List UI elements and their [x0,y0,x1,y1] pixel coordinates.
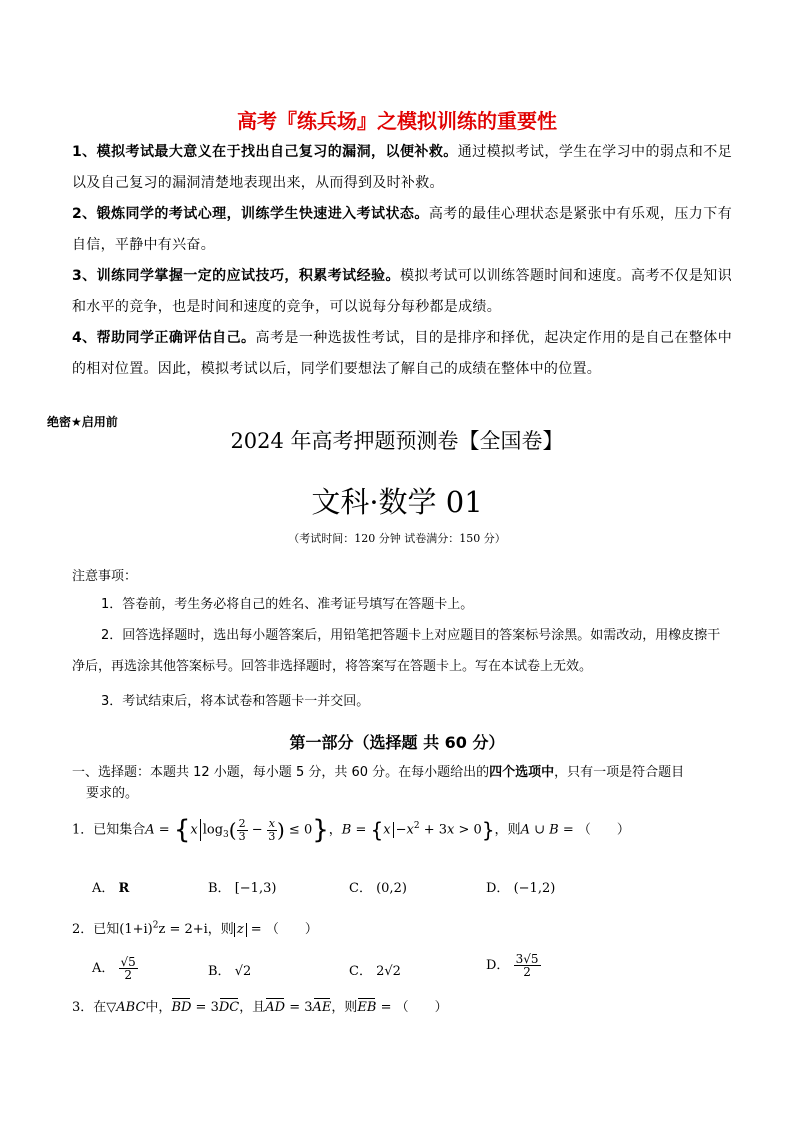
paragraph-text: 通过模拟考试，学生在学习中的弱点和不足以及自己复习的漏洞清楚地表现出来，从而得到及时补救。 [72,144,732,191]
exam-title: 2024 年高考押题预测卷【全国卷】 [230,429,564,453]
question-text: ，则 [331,1000,358,1015]
time-info: （考试时间：120 分钟 试卷满分：150 分） [288,532,506,545]
option-letter: C． [349,881,372,896]
question-3: 3．在▽ABC中，BD = 3DC，且AD = 3AE，则EB = （ ） [72,1000,448,1015]
section-intro [72,762,732,804]
answer-blank: （ ） [265,922,318,937]
option-value: R [118,881,130,896]
question-prefix: 2．已知 [72,922,120,937]
option-letter: A． [92,881,115,896]
option-value: [−1,3) [234,881,277,896]
question-expr: (1+i) [119,922,153,937]
section-intro-bold: 四个选项中 [489,765,555,780]
option-value: (0,2) [376,881,407,896]
section-intro-text: ，只有一项是符合题目 [554,765,685,780]
q2-option-c: C． 2√2 [349,964,401,979]
paragraph-text: 高考是一种选拔性考试，目的是排序和择优，起决定作用的是自己在整体中的相对位置。因此，模拟考试以后，同学们要想法了解自己的成绩在整体中的位置。 [72,330,733,377]
option-letter: B． [208,964,231,979]
option-value: (−1,2) [513,881,556,896]
secret-label: 绝密★启用前 [47,415,118,429]
option-letter: C． [349,964,372,979]
triangle-label: ▽ABC [106,1000,146,1015]
answer-blank: （ ） [577,822,630,838]
question-1: 1．已知集合A = {x $\log_3$( $\frac{2}{3}$ − $\frac{x}{3}$ ) ≤ 0}，$B = \{x -x^2 + 3x > 0\}$，则A ∪ B = （ ） [72,815,630,845]
answer-blank: （ ） [395,1000,448,1015]
paragraph-text: 模拟考试可以训练答题时间和速度。高考不仅是知识和水平的竞争，也是时间和速度的竞争，可以说每分每秒都是成绩。 [72,268,733,315]
part-title: 第一部分（选择题 共 60 分） [289,733,505,752]
question-text: ，且 [239,1000,266,1015]
q2-option-b: B． √2 [208,964,252,979]
note-1: 1．答卷前，考生务必将自己的姓名、准考证号填写在答题卡上。 [101,597,474,612]
note-2: 2．回答选择题时，选出每小题答案后，用铅笔把答题卡上对应题目的答案标号涂黑。如需改动，用橡皮擦干净后，再选涂其他答案标号。回答非选择题时，将答案写在答题卡上。写在本试卷上无效。 [72,628,721,674]
section-intro-text: 要求的。 [86,786,139,801]
header-title: 高考『练兵场』之模拟训练的重要性 [237,109,557,133]
paragraph-3 [72,261,732,323]
q2-option-d: D． $\frac{3√5}{2}$ [486,952,539,979]
note-3: 3．考试结束后，将本试卷和答题卡一并交回。 [101,694,370,709]
q1-option-d [486,877,555,896]
option-letter: D． [486,958,510,973]
question-text: z = 2+i，则 [158,922,234,937]
option-letter: D． [486,881,510,896]
paragraph-bold: 1、模拟考试最大意义在于找出自己复习的漏洞，以便补救。 [72,144,458,160]
option-letter: A． [92,961,115,976]
q1-option-b [208,877,276,896]
question-text: ，则 [494,822,521,838]
paragraph-4 [72,323,732,385]
option-letter: B． [208,881,231,896]
question-prefix: 1．已知集合 [72,822,146,838]
notes-heading: 注意事项： [72,569,138,584]
question-prefix: 3．在 [72,1000,107,1015]
paragraph-2 [72,199,732,261]
section-intro-text: 一、选择题：本题共 12 小题，每小题 5 分，共 60 分。在每小题给出的 [72,765,490,780]
q1-option-a [92,877,129,896]
subject-title: 文科·数学 01 [311,485,483,519]
paragraph-bold: 4、帮助同学正确评估自己。 [72,330,256,346]
q1-option-c [349,877,407,896]
paragraph-1 [72,137,732,199]
paragraph-text: 高考的最佳心理状态是紧张中有乐观，压力下有自信，平静中有兴奋。 [72,206,732,253]
paragraph-bold: 3、训练同学掌握一定的应试技巧，积累考试经验。 [72,268,400,284]
paragraph-bold: 2、锻炼同学的考试心理，训练学生快速进入考试状态。 [72,206,429,222]
q2-option-a: A． $\frac{√5}{2}$ [92,955,136,982]
question-text: 中， [145,1000,172,1015]
question-2: 2．已知$(1+i)^2z = 2+i$，则 z = （ ） [72,920,318,937]
